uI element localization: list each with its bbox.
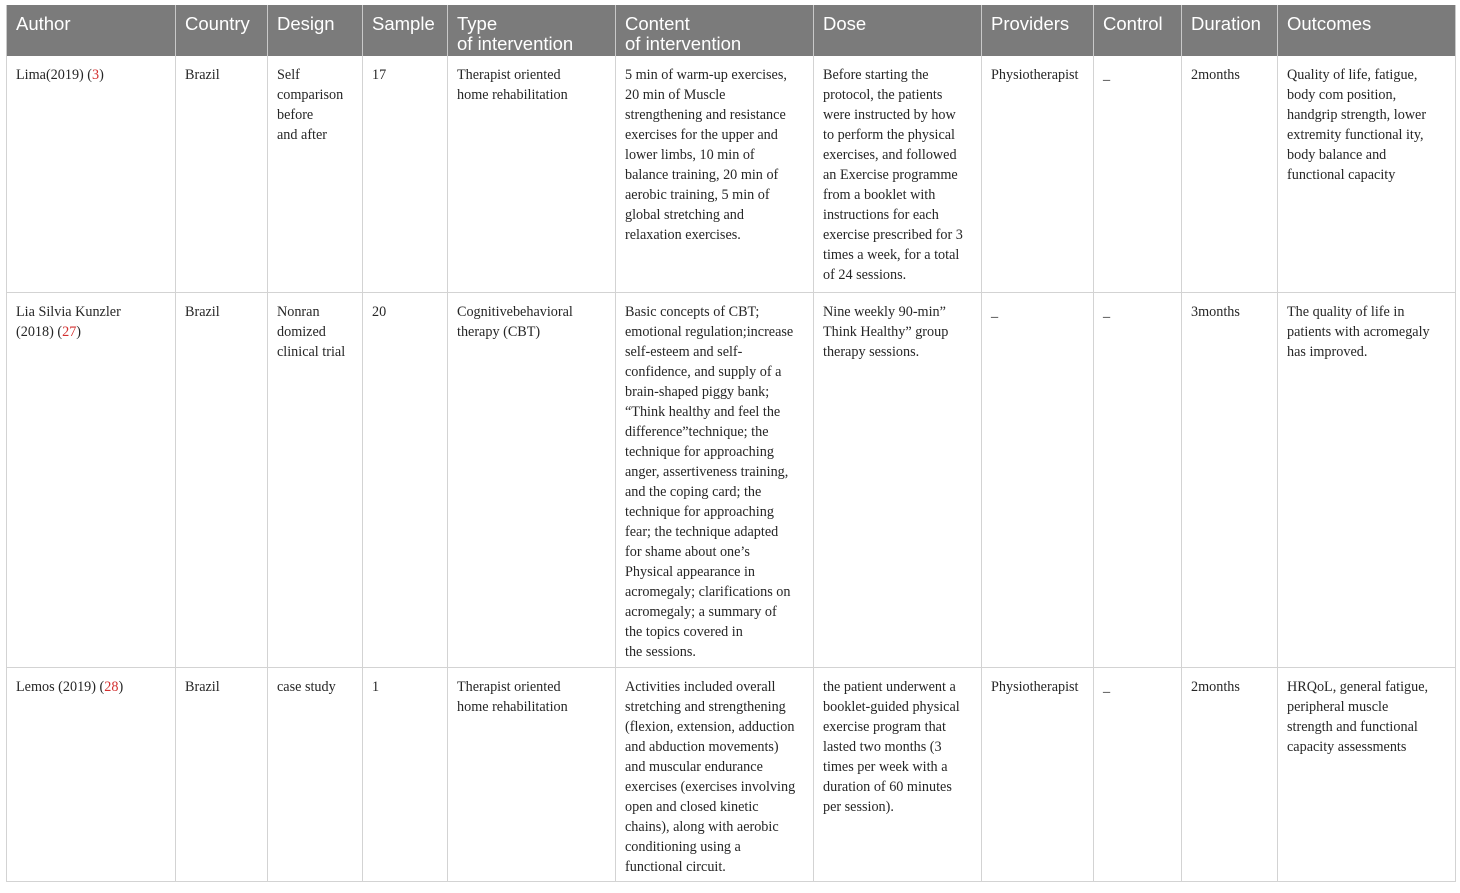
header-design <box>268 5 363 56</box>
cell-duration: 2months <box>1182 667 1278 881</box>
cell-author <box>7 292 176 667</box>
header-control-text: Control <box>1103 13 1163 34</box>
header-content-of-intervention <box>616 5 814 56</box>
cell-duration: 2months <box>1182 56 1278 292</box>
author-name: Lemos (2019) ( <box>16 678 105 695</box>
header-content-line-1: Content <box>625 13 690 34</box>
header-outcomes <box>1278 5 1456 56</box>
cell-duration: 3months <box>1182 292 1278 667</box>
cell-outcomes: The quality of life in patients with acromegaly has improved. <box>1278 292 1456 667</box>
reference-link[interactable]: 27 <box>62 323 77 340</box>
header-type-of-intervention <box>448 5 616 56</box>
header-type-line-2: of intervention <box>457 33 574 54</box>
cell-sample: 17 <box>363 56 448 292</box>
cell-author <box>7 667 176 881</box>
header-dose-text: Dose <box>823 13 867 34</box>
header-author-text: Author <box>16 13 71 34</box>
header-outcomes-text: Outcomes <box>1287 13 1372 34</box>
author-name: Lima(2019) ( <box>16 67 93 83</box>
cell-control: _ <box>1094 667 1182 881</box>
table-row <box>7 667 1456 881</box>
cell-outcomes: HRQoL, general fatigue, peripheral muscle strength and functional capacity assessments <box>1278 667 1456 881</box>
cell-country: Brazil <box>176 56 268 292</box>
author-name-tail: ) <box>118 678 124 695</box>
cell-country: Brazil <box>176 667 268 881</box>
cell-control: _ <box>1094 56 1182 292</box>
cell-sample: 20 <box>363 292 448 667</box>
header-content-line-2: of intervention <box>625 33 742 54</box>
cell-type: Therapist oriented home rehabilitation <box>448 667 616 881</box>
header-sample <box>363 5 448 56</box>
header-duration-text: Duration <box>1191 13 1261 34</box>
header-country-text: Country <box>185 13 250 34</box>
cell-type: Cognitivebehavioral therapy (CBT) <box>448 292 616 667</box>
cell-control: _ <box>1094 292 1182 667</box>
cell-content: 5 min of warm-up exercises, 20 min of Muscle strengthening and resistance exercises for the upper and lower limbs, 10 min of balance training, 20 min of aerobic training, 5 min of global stretching and relaxation exercises. <box>616 56 814 292</box>
header-author <box>7 5 176 56</box>
cell-content: Activities included overall stretching and strengthening (flexion, extension, adduction and abduction movements) and muscular endurance exercises (exercises involving open and closed kinetic chains), along with aerobic conditioning using a functional circuit. <box>616 667 814 881</box>
author-name-tail: ) <box>99 67 104 83</box>
cell-design: Self comparison before and after <box>268 56 363 292</box>
header-providers <box>982 5 1094 56</box>
table-header-row <box>7 5 1456 56</box>
reference-link[interactable]: 28 <box>104 678 119 695</box>
cell-author <box>7 56 176 292</box>
cell-providers: Physiotherapist <box>982 56 1094 292</box>
header-sample-text: Sample <box>372 13 435 34</box>
cell-dose: the patient underwent a booklet-guided physical exercise program that lasted two months (3 times per week with a duration of 60 minutes per session). <box>814 667 982 881</box>
study-characteristics-table <box>6 5 1456 882</box>
cell-country: Brazil <box>176 292 268 667</box>
header-providers-text: Providers <box>991 13 1070 34</box>
header-control <box>1094 5 1182 56</box>
header-dose <box>814 5 982 56</box>
reference-link[interactable]: 3 <box>92 67 100 83</box>
cell-dose: Nine weekly 90-min” Think Healthy” group therapy sessions. <box>814 292 982 667</box>
cell-type: Therapist oriented home rehabilitation <box>448 56 616 292</box>
cell-dose: Before starting the protocol, the patients were instructed by how to perform the physical exercises, and followed an Exercise programme from a booklet with instructions for each exercise prescribed for 3 times a week, for a total of 24 sessions. <box>814 56 982 292</box>
author-name-tail: ) <box>76 323 82 340</box>
cell-content: Basic concepts of CBT; emotional regulation;increase self-esteem and self- confidence, and supply of a brain-shaped piggy bank; “Think healthy and feel the difference”technique; the technique for approaching anger, assertiveness training, and the coping card; the technique for approaching fear; the technique adapted for shame about one’s Physical appearance in acromegaly; clarifications on acromegaly; a summary of the topics covered in the sessions. <box>616 292 814 667</box>
study-table-container <box>6 5 1455 882</box>
cell-design: Nonran domized clinical trial <box>268 292 363 667</box>
table-row <box>7 292 1456 667</box>
cell-providers: Physiotherapist <box>982 667 1094 881</box>
header-duration <box>1182 5 1278 56</box>
table-row <box>7 56 1456 292</box>
cell-sample: 1 <box>363 667 448 881</box>
cell-outcomes: Quality of life, fatigue, body com position, handgrip strength, lower extremity functional ity, body balance and functional capacity <box>1278 56 1456 292</box>
cell-design: case study <box>268 667 363 881</box>
header-type-line-1: Type <box>457 13 498 34</box>
header-country <box>176 5 268 56</box>
header-design-text: Design <box>277 13 335 34</box>
cell-providers: _ <box>982 292 1094 667</box>
author-name: Lia Silvia Kunzler (2018) ( <box>16 303 121 340</box>
